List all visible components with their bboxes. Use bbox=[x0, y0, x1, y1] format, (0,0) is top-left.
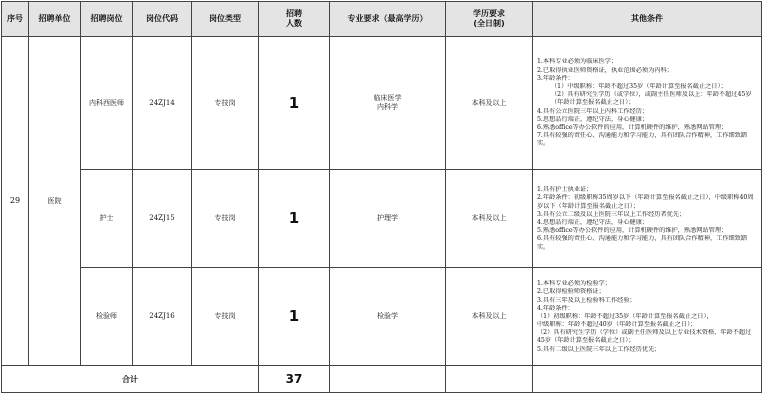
condition-line: 2.年龄条件：初级职称35周岁以下（年龄计算至报名截止之日），中级职称40周岁以下（年龄计算至报名截止之日）； bbox=[537, 194, 754, 210]
position-row-1 bbox=[2, 170, 762, 268]
header-seq: 序号 bbox=[2, 2, 29, 37]
cell-post: 检验师 bbox=[81, 268, 133, 366]
cell-type: 专技岗 bbox=[192, 37, 259, 170]
condition-line: 中级职称：年龄不超过40岁（年龄计算至报名截止之日）； bbox=[537, 321, 697, 329]
condition-line: 7.具有较强的责任心、沟通能力和学习能力，具有团队合作精神，工作细致踏实。 bbox=[537, 132, 748, 148]
cell-edu: 本科及以上 bbox=[446, 268, 533, 366]
condition-line: 1.本科专业必须为临床医学； bbox=[537, 58, 618, 66]
total-empty-major bbox=[330, 366, 446, 393]
cell-edu: 本科及以上 bbox=[446, 170, 533, 268]
position-row-2 bbox=[2, 268, 762, 366]
header-edu: 学历要求 (全日制) bbox=[446, 2, 533, 37]
major-line: 护理学 bbox=[377, 214, 398, 223]
condition-line: 3.年龄条件： bbox=[537, 74, 574, 82]
header-post: 招聘岗位 bbox=[81, 2, 133, 37]
recruitment-table bbox=[1, 1, 762, 393]
cell-unit: 医院 bbox=[29, 37, 81, 366]
condition-line: 2.已取得执业医师资格证，执业范围必须为内科； bbox=[537, 66, 673, 74]
condition-line: 5.思想品行端正，遵纪守法，身心健康； bbox=[537, 115, 649, 123]
header-row bbox=[2, 2, 762, 37]
condition-line: 5.具有二级以上医院三年以上工作经历优先； bbox=[537, 345, 661, 353]
major-line: 检验学 bbox=[377, 312, 398, 321]
condition-line: （2）具有研究生学历（或学位），或副主任医师及以上：年龄不超过45岁（年龄计算至报名截止之日）； bbox=[551, 91, 752, 107]
header-count: 招聘 人数 bbox=[259, 2, 330, 37]
condition-line: 6.具有较强的责任心、沟通能力和学习能力，具有团队合作精神，工作细致踏实。 bbox=[537, 235, 748, 251]
condition-line: 3.具有三年及以上检验科工作经验； bbox=[537, 296, 636, 304]
cell-code: 24ZJ15 bbox=[133, 170, 192, 268]
condition-line: 3.具有公立二级及以上医院三年以上工作经历者优先； bbox=[537, 210, 686, 218]
cell-major bbox=[330, 268, 446, 366]
cell-conditions bbox=[533, 268, 762, 366]
recruitment-table-container bbox=[1, 1, 762, 393]
condition-line: （2）具有研究生学历（学位）或副主任医师及以上专业技术资格，年龄不超过45岁（年龄计算至报名截止之日）； bbox=[537, 329, 752, 345]
condition-line: 2.已取得检验师资格证； bbox=[537, 288, 605, 296]
header-unit: 招聘单位 bbox=[29, 2, 81, 37]
cell-seq: 29 bbox=[2, 37, 29, 366]
cell-count: 1 bbox=[259, 170, 330, 268]
cell-type: 专技岗 bbox=[192, 170, 259, 268]
condition-line: 1.本科专业必须为检验学； bbox=[537, 280, 611, 288]
condition-line: 1.具有护士执业证； bbox=[537, 186, 593, 194]
condition-line: （1）中级职称：年龄不超过35岁（年龄计算至报名截止之日）； bbox=[551, 83, 727, 91]
total-empty-other bbox=[533, 366, 762, 393]
cell-major bbox=[330, 37, 446, 170]
cell-count: 1 bbox=[259, 37, 330, 170]
header-other: 其他条件 bbox=[533, 2, 762, 37]
total-empty-edu bbox=[446, 366, 533, 393]
header-code: 岗位代码 bbox=[133, 2, 192, 37]
total-count: 37 bbox=[259, 366, 330, 393]
condition-line: 4.具有公立医院三年以上内科工作经历； bbox=[537, 107, 649, 115]
cell-edu: 本科及以上 bbox=[446, 37, 533, 170]
cell-conditions bbox=[533, 37, 762, 170]
condition-line: 4.思想品行端正，遵纪守法，身心健康； bbox=[537, 219, 649, 226]
cell-type: 专技岗 bbox=[192, 268, 259, 366]
header-major: 专业要求（最高学历） bbox=[330, 2, 446, 37]
major-line: 内科学 bbox=[377, 103, 398, 111]
condition-line: 5.熟悉office等办公软件的应用，计算机硬件的维护，熟悉网站管理； bbox=[537, 227, 728, 235]
header-type: 岗位类型 bbox=[192, 2, 259, 37]
condition-line: 6.熟悉office等办公软件的应用，计算机硬件的维护，熟悉网站管理； bbox=[537, 123, 728, 131]
cell-post: 内科西医师 bbox=[81, 37, 133, 170]
condition-line: 4.年龄条件： bbox=[537, 304, 574, 312]
cell-post: 护士 bbox=[81, 170, 133, 268]
total-label: 合计 bbox=[2, 366, 259, 393]
total-row bbox=[2, 366, 762, 393]
cell-major bbox=[330, 170, 446, 268]
cell-code: 24ZJ14 bbox=[133, 37, 192, 170]
condition-line: （1）初级职称：年龄不超过35岁（年龄计算至报名截止之日）， bbox=[537, 312, 713, 320]
cell-code: 24ZJ16 bbox=[133, 268, 192, 366]
position-row-0 bbox=[2, 37, 762, 170]
cell-conditions bbox=[533, 170, 762, 268]
major-line: 临床医学 bbox=[373, 94, 402, 103]
cell-count: 1 bbox=[259, 268, 330, 366]
